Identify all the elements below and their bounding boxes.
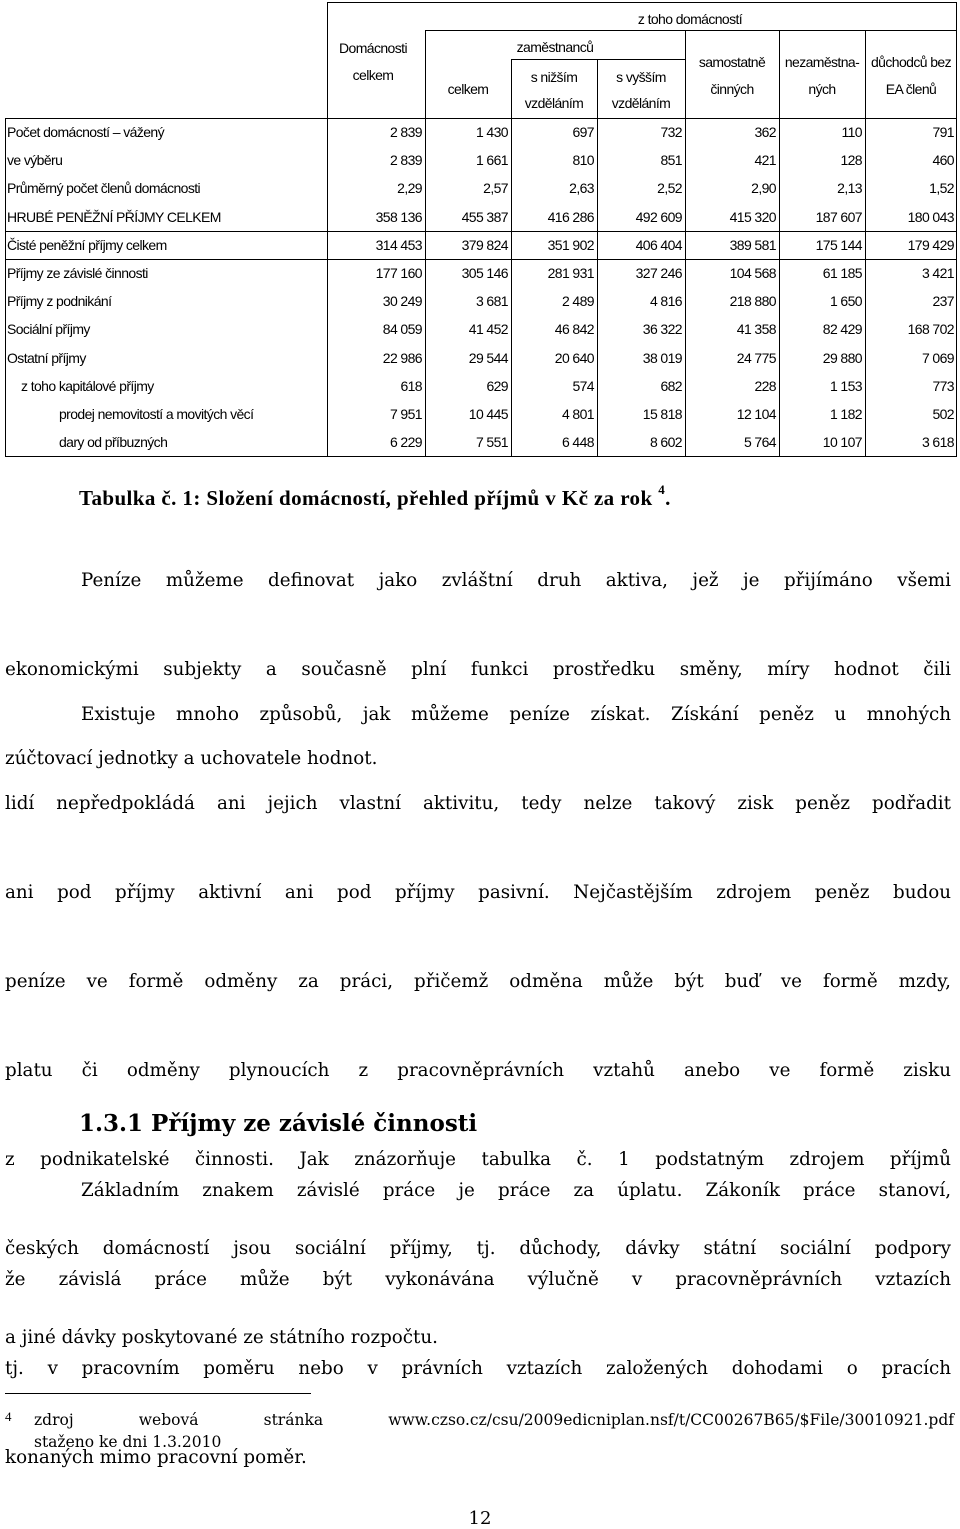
table-row-label: Průměrný počet členů domácnosti xyxy=(7,180,201,197)
table-cell: 773 xyxy=(932,377,954,394)
header-samostatne-1: samostatně xyxy=(698,54,766,70)
footnote-line-2: staženo ke dni 1.3.2010 xyxy=(34,1433,222,1451)
table-cell: 61 185 xyxy=(822,265,862,281)
paragraph-3-line: konaných mimo pracovní poměr. xyxy=(5,1447,307,1468)
table-cell: 104 568 xyxy=(729,265,776,281)
table-cell: 1 182 xyxy=(829,406,862,422)
table-cell: 2 839 xyxy=(389,152,422,169)
table-row-label: dary od příbuzných xyxy=(59,434,168,451)
header-z-toho: z toho domácností xyxy=(637,11,743,27)
row-separator xyxy=(5,259,957,260)
table-row-label: Ostatní příjmy xyxy=(7,349,86,366)
section-heading: 1.3.1 Příjmy ze závislé činnosti xyxy=(79,1110,478,1137)
header-nezamestnanych-2: ných xyxy=(808,81,836,97)
table-cell: 179 429 xyxy=(907,236,954,253)
column-border xyxy=(511,59,512,456)
table-cell: 2,29 xyxy=(397,180,422,197)
table-cell: 168 702 xyxy=(907,321,954,338)
paragraph-2-line: lidí nepředpokládá ani jejich vlastní aktivitu, tedy nelze takový zisk peněz podřadit xyxy=(5,793,951,814)
table-cell: 415 320 xyxy=(729,208,776,225)
table-cell: 379 824 xyxy=(461,236,508,253)
paragraph-2-line: a jiné dávky poskytované ze státního rozpočtu. xyxy=(5,1327,438,1348)
table-cell: 4 801 xyxy=(561,406,594,422)
table-cell: 82 429 xyxy=(822,321,862,338)
column-border xyxy=(597,59,598,456)
table-cell: 416 286 xyxy=(547,208,594,225)
table-row-label: Příjmy ze závislé činnosti xyxy=(7,265,148,281)
table-cell: 8 602 xyxy=(649,434,682,451)
table-cell: 305 146 xyxy=(461,265,508,281)
table-cell: 10 107 xyxy=(822,434,862,451)
table-cell: 1 430 xyxy=(475,124,508,140)
table-cell: 20 640 xyxy=(554,349,594,366)
paragraph-1-line: ekonomickými subjekty a současně plní funkci prostředku směny, míry hodnot čili xyxy=(5,659,951,680)
table-cell: 36 322 xyxy=(642,321,682,338)
footnote-text xyxy=(34,1409,954,1453)
table-cell: 281 931 xyxy=(547,265,594,281)
table-cell: 2 489 xyxy=(561,293,594,310)
table-cell: 732 xyxy=(660,124,682,140)
header-samostatne-2: činných xyxy=(710,81,754,97)
table-row-label: Čisté peněžní příjmy celkem xyxy=(7,236,167,253)
column-border xyxy=(685,30,686,456)
table-cell: 187 607 xyxy=(815,208,862,225)
table-cell: 851 xyxy=(660,152,682,169)
table-cell: 12 104 xyxy=(736,406,776,422)
header-bottom-border xyxy=(5,118,957,119)
table-bottom-border xyxy=(5,456,957,457)
footnote-mark: 4 xyxy=(5,1409,12,1424)
header-duchodcu-2: EA členů xyxy=(885,81,937,97)
table-cell: 618 xyxy=(400,377,422,394)
table-caption xyxy=(79,482,671,511)
table-cell: 1 153 xyxy=(829,377,862,394)
table-cell: 2 839 xyxy=(389,124,422,140)
header-s-vyssim-1: s vyšším xyxy=(616,69,666,85)
table-cell: 38 019 xyxy=(642,349,682,366)
table-cell: 1 650 xyxy=(829,293,862,310)
paragraph-2-line: z podnikatelské činnosti. Jak znázorňuje tabulka č. 1 podstatným zdrojem příjmů xyxy=(5,1149,951,1170)
table-cell: 46 842 xyxy=(554,321,594,338)
table-cell: 84 059 xyxy=(382,321,422,338)
paragraph-2-line: ani pod příjmy aktivní ani pod příjmy pasivní. Nejčastějším zdrojem peněz budou xyxy=(5,882,951,903)
table-cell: 2,90 xyxy=(751,180,776,197)
header-domacnosti-celkem-2: celkem xyxy=(352,67,394,83)
table-cell: 3 618 xyxy=(921,434,954,451)
table-row-label: Počet domácností – vážený xyxy=(7,124,164,140)
table-cell: 5 764 xyxy=(743,434,776,451)
column-border xyxy=(327,2,328,456)
table-cell: 41 358 xyxy=(736,321,776,338)
footnote-word: webová xyxy=(138,1411,199,1429)
row-separator xyxy=(5,231,957,232)
table-cell: 2,52 xyxy=(657,180,682,197)
paragraph-1-line: Peníze můžeme definovat jako zvláštní druh aktiva, jež je přijímáno všemi xyxy=(81,570,951,591)
table-cell: 406 404 xyxy=(635,236,682,253)
table-cell: 175 144 xyxy=(815,236,862,253)
paragraph-2-line: Existuje mnoho způsobů, jak můžeme peníze získat. Získání peněz u mnohých xyxy=(81,704,951,725)
table-cell: 362 xyxy=(754,124,776,140)
table-row-label: z toho kapitálové příjmy xyxy=(21,377,154,394)
table-cell: 791 xyxy=(932,124,954,140)
table-cell: 29 544 xyxy=(468,349,508,366)
caption-text: Tabulka č. 1: Složení domácností, přehled příjmů v Kč za rok xyxy=(79,486,653,510)
header-celkem: celkem xyxy=(447,81,489,97)
table-cell: 460 xyxy=(932,152,954,169)
table-cell: 697 xyxy=(572,124,594,140)
table-cell: 3 681 xyxy=(475,293,508,310)
paragraph-3-line: tj. v pracovním poměru nebo v právních vztazích založených dohodami o pracích xyxy=(5,1358,951,1379)
table-cell: 314 453 xyxy=(375,236,422,253)
table-cell: 358 136 xyxy=(375,208,422,225)
table-cell: 6 448 xyxy=(561,434,594,451)
table-cell: 15 818 xyxy=(642,406,682,422)
table-cell: 3 421 xyxy=(921,265,954,281)
table-cell: 228 xyxy=(754,377,776,394)
table-cell: 30 249 xyxy=(382,293,422,310)
table-row-label: Sociální příjmy xyxy=(7,321,90,338)
table-cell: 6 229 xyxy=(389,434,422,451)
table-top-border xyxy=(327,2,957,3)
table-cell: 24 775 xyxy=(736,349,776,366)
paragraph-2-line: peníze ve formě odměny za práci, přičemž odměna může být buď ve formě mzdy, xyxy=(5,971,951,992)
column-border xyxy=(779,30,780,456)
header-zamestnancu: zaměstnanců xyxy=(516,39,594,55)
footnote-word: zdroj xyxy=(34,1411,74,1429)
table-row-label: Příjmy z podnikání xyxy=(7,293,112,310)
table-cell: 492 609 xyxy=(635,208,682,225)
table-cell: 502 xyxy=(932,406,954,422)
header-nezamestnanych-1: nezaměstna- xyxy=(784,54,860,70)
table-cell: 128 xyxy=(840,152,862,169)
table-cell: 1,52 xyxy=(929,180,954,197)
caption-footnote-ref: 4 xyxy=(658,482,666,497)
header-rule-zamestnancu xyxy=(511,59,685,60)
table-cell: 10 445 xyxy=(468,406,508,422)
column-border xyxy=(865,30,866,456)
table-cell: 682 xyxy=(660,377,682,394)
table-cell: 421 xyxy=(754,152,776,169)
paragraph-1-line: zúčtovací jednotky a uchovatele hodnot. xyxy=(5,748,378,769)
table-cell: 180 043 xyxy=(907,208,954,225)
table-cell: 41 452 xyxy=(468,321,508,338)
table-row-label: ve výběru xyxy=(7,152,63,169)
paragraph-2-line: platu či odměny plynoucích z pracovněprávních vztahů anebo ve formě zisku xyxy=(5,1060,951,1081)
table-cell: 455 387 xyxy=(461,208,508,225)
paragraph-2-line: českých domácností jsou sociální příjmy, tj. důchody, dávky státní sociální podpory xyxy=(5,1238,951,1259)
table-cell: 177 160 xyxy=(375,265,422,281)
table-cell: 389 581 xyxy=(729,236,776,253)
table-row-label: HRUBÉ PENĚŽNÍ PŘÍJMY CELKEM xyxy=(7,208,221,225)
table-cell: 110 xyxy=(841,124,862,140)
table-cell: 29 880 xyxy=(822,349,862,366)
header-domacnosti-celkem-1: Domácnosti xyxy=(339,40,407,56)
paragraph-3-line: že závislá práce může být vykonávána výlučně v pracovněprávních vztazích xyxy=(5,1269,951,1290)
column-border xyxy=(425,30,426,456)
paragraph-3-line: Základním znakem závislé práce je práce za úplatu. Zákoník práce stanoví, xyxy=(81,1180,951,1201)
footnote-word: stránka xyxy=(263,1411,324,1429)
header-rule-z-toho xyxy=(425,30,957,31)
table-cell: 1 661 xyxy=(475,152,508,169)
table-cell: 7 069 xyxy=(921,349,954,366)
table-cell: 327 246 xyxy=(635,265,682,281)
footnote-url: www.czso.cz/csu/2009edicniplan.nsf/t/CC00267B65/$File/30010921.pdf xyxy=(388,1411,954,1429)
table-cell: 351 902 xyxy=(547,236,594,253)
table-cell: 7 951 xyxy=(389,406,422,422)
table-cell: 574 xyxy=(572,377,594,394)
table-row-label: prodej nemovitostí a movitých věcí xyxy=(59,406,254,422)
header-s-nizsim-2: vzděláním xyxy=(524,95,584,111)
header-duchodcu-1: důchodců bez xyxy=(871,54,951,70)
table-cell: 7 551 xyxy=(475,434,508,451)
table-cell: 2,57 xyxy=(483,180,508,197)
table-cell: 2,63 xyxy=(569,180,594,197)
caption-end: . xyxy=(665,486,671,510)
header-s-nizsim-1: s nižším xyxy=(530,69,578,85)
table-cell: 810 xyxy=(572,152,594,169)
header-s-vyssim-2: vzděláním xyxy=(611,95,671,111)
table-cell: 22 986 xyxy=(382,349,422,366)
table-cell: 237 xyxy=(932,293,954,310)
table-cell: 2,13 xyxy=(837,180,862,197)
footnote-rule xyxy=(5,1393,311,1394)
household-income-table xyxy=(5,2,957,456)
page-number: 12 xyxy=(468,1508,492,1529)
table-left-border xyxy=(5,118,6,456)
table-cell: 218 880 xyxy=(729,293,776,310)
table-cell: 4 816 xyxy=(649,293,682,310)
table-right-border xyxy=(956,2,957,456)
table-cell: 629 xyxy=(486,377,508,394)
